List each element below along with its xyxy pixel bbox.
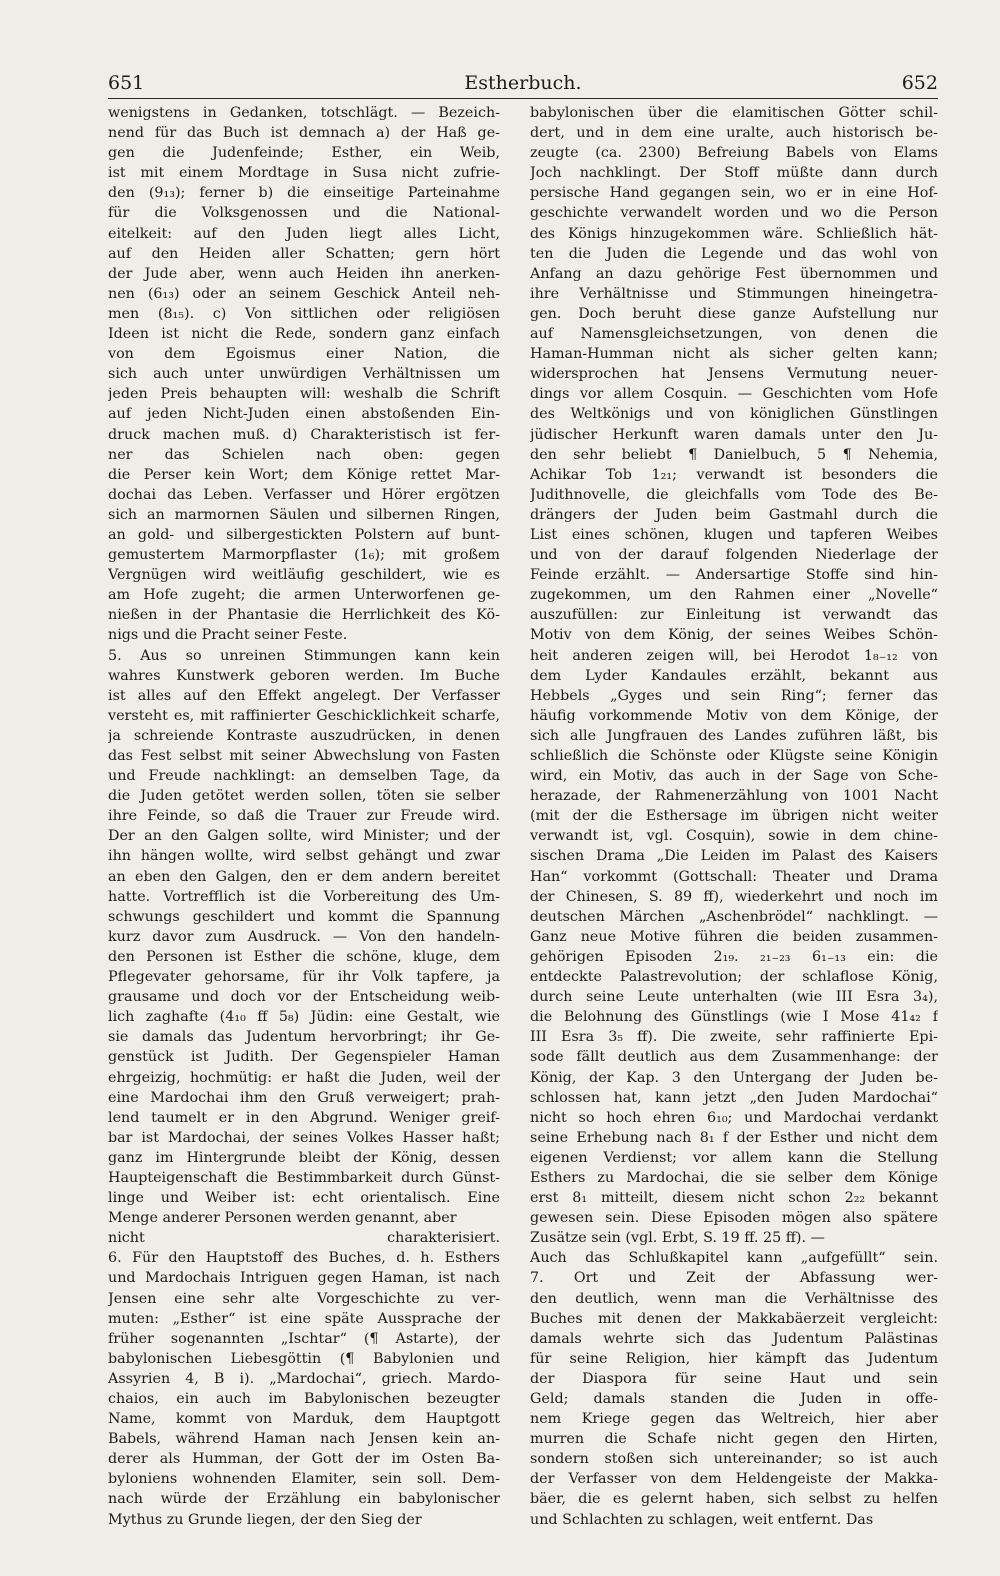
- text-line: und Schlachten zu schlagen, weit entfernt. Das: [530, 1511, 874, 1528]
- text-line: nend für das Buch ist demnach a) der Haß ge-: [108, 125, 500, 142]
- text-line: lich zaghafte (4₁₀ ff 5₈) Jüdin: eine Gestalt, wie: [108, 1009, 500, 1026]
- text-line: an gold- und silbergestickten Polstern auf bunt-: [108, 526, 500, 543]
- text-line: der Chinesen, S. 89 ff), wiederkehrt und noch im: [530, 888, 938, 905]
- text-line: Pflegevater gehorsame, für ihr Volk tapfere, ja: [108, 969, 500, 986]
- text-line: gewesen sein. Diese Episoden mögen also spätere: [530, 1210, 938, 1227]
- text-line: Zusätze sein (vgl. Erbt, S. 19 ff. 25 ff). —: [530, 1230, 825, 1247]
- text-line: Jensen eine sehr alte Vorgeschichte zu ver-: [108, 1290, 500, 1307]
- text-line: Han“ vorkommt (Gottschall: Theater und Drama: [530, 868, 938, 885]
- text-line: Judithnovelle, die gleichfalls vom Tode des Be-: [530, 486, 938, 503]
- text-line: druck machen muß. d) Charakteristisch ist fer-: [108, 426, 500, 443]
- text-line: wird, ein Motiv, das auch in der Sage von Sche-: [530, 768, 938, 785]
- text-line: und Freude nachklingt: an demselben Tage, da: [108, 768, 500, 785]
- left-column: [108, 103, 500, 1530]
- text-line: Esthers zu Mardochai, die sie selber dem Könige: [530, 1169, 938, 1186]
- text-line: Geld; damals standen die Juden in offe-: [530, 1391, 938, 1407]
- text-line: des Königs hinzugekommen wäre. Schließlich hät-: [530, 225, 938, 242]
- text-line: verwandt ist, vgl. Cosquin), sowie in dem chine-: [530, 828, 938, 845]
- text-line: nicht charakterisiert.: [108, 1230, 500, 1247]
- text-line: geschichte verwandelt worden und wo die Person: [530, 205, 938, 222]
- text-line: Babels, während Haman nach Jensen kein an-: [108, 1431, 500, 1448]
- text-line: schlossen hat, kann jetzt „den Juden Mardochai“: [530, 1089, 938, 1106]
- text-line: Motiv von dem König, der seines Weibes Schön-: [530, 627, 938, 644]
- text-line: widersprochen hat Jensens Vermutung neuer-: [530, 366, 938, 383]
- text-line: wahres Kunstwerk geboren werden. Im Buche: [108, 667, 500, 684]
- text-line: schwungs geschildert und kommt die Spannung: [108, 908, 500, 925]
- text-line: byloniens wohnenden Elamiter, sein soll. Dem-: [108, 1471, 500, 1488]
- header-rule: [108, 98, 938, 99]
- text-line: auf jeden Nicht-Juden einen abstoßenden Ein-: [108, 406, 500, 423]
- text-line: sondern stoßen sich untereinander; so ist auch: [530, 1451, 938, 1468]
- text-line: wenigstens in Gedanken, totschlägt. — Bezeich-: [108, 105, 500, 121]
- text-line: Mythus zu Grunde liegen, der den Sieg der: [108, 1511, 422, 1528]
- text-line: dem Lyder Kandaules erzählt, bekannt aus: [530, 667, 938, 684]
- text-line: eitelkeit: auf den Juden liegt alles Licht,: [108, 225, 500, 242]
- text-line: sischen Drama „Die Leiden im Palast des Kaisers: [530, 848, 938, 865]
- text-line: der Verfasser von dem Heldengeiste der Makka-: [530, 1471, 938, 1488]
- text-line: Assyrien 4, B i). „Mardochai“, griech. Mardo-: [108, 1370, 500, 1387]
- text-line: lend taumelt er in den Abgrund. Weniger greif-: [108, 1109, 500, 1126]
- text-line: bar ist Mardochai, der seines Volkes Hasser haßt;: [108, 1129, 500, 1146]
- text-line: auf den Heiden aller Schatten; gern hört: [108, 245, 500, 262]
- text-line: den sehr beliebt ¶ Danielbuch, 5 ¶ Nehemia,: [530, 446, 938, 463]
- text-line: Menge anderer Personen werden genannt, aber: [108, 1210, 457, 1227]
- text-line: durch seine Leute unterhalten (wie III Esra 3₄),: [530, 989, 938, 1006]
- text-line: ja schreiende Kontraste auszudrücken, in denen: [108, 727, 500, 744]
- text-line: an eben den Galgen, den er dem andern bereitet: [108, 868, 500, 885]
- text-line: Haupteigenschaft die Bestimmbarkeit durch Günst-: [108, 1169, 500, 1186]
- text-line: murren die Schafe nicht gegen den Hirten,: [530, 1431, 938, 1448]
- text-line: sie damals das Judentum hervorbringt; ihr Ge-: [108, 1029, 500, 1046]
- text-line: bäer, die es gelernt haben, sich selbst zu helfen: [530, 1491, 938, 1508]
- text-line: babylonischen über die elamitischen Götter schil-: [530, 105, 938, 121]
- text-line: gen. Doch beruht diese ganze Aufstellung nur: [530, 305, 938, 322]
- text-line: jeden Preis behaupten will: weshalb die Schrift: [108, 386, 500, 403]
- text-line: ist mit einem Mordtage in Susa nicht zufrie-: [108, 165, 500, 182]
- text-line: kurz davor zum Ausdruck. — Von den handeln-: [108, 928, 500, 945]
- text-line: 5. Aus so unreinen Stimmungen kann kein: [108, 647, 500, 664]
- text-line: der Jude aber, wenn auch Heiden ihn anerken-: [108, 265, 500, 282]
- page-number-left: 651: [108, 72, 145, 94]
- text-line: gemustertem Marmorpflaster (1₆); mit großem: [108, 547, 500, 564]
- text-line: die Juden getötet werden sollen, töten sie selber: [108, 788, 500, 805]
- text-line: muten: „Esther“ ist eine späte Aussprache der: [108, 1310, 500, 1327]
- text-line: Haman-Humman nicht als sicher gelten kann;: [530, 346, 938, 363]
- text-line: den (9₁₃); ferner b) die einseitige Parteinahme: [108, 185, 500, 202]
- text-line: häufig vorkommende Motiv von dem Könige, der: [530, 707, 938, 724]
- text-line: sich auch unter unwürdigen Verhältnissen um: [108, 366, 500, 383]
- text-line: persische Hand gegangen sein, wo er in eine Hof-: [530, 185, 938, 202]
- text-line: den deutlich, wenn man die Verhältnisse des: [530, 1290, 938, 1307]
- text-line: eine Mardochai ihm den Gruß verweigert; prah-: [108, 1089, 500, 1106]
- text-line: Der an den Galgen sollte, wird Minister; und der: [108, 828, 500, 845]
- text-line: das Fest selbst mit seiner Abwechslung von Fasten: [108, 748, 500, 764]
- text-line: auszufüllen: zur Einleitung ist verwandt das: [530, 607, 938, 624]
- text-line: dings vor allem Cosquin. — Geschichten vom Hofe: [530, 386, 938, 403]
- text-line: hatte. Vortrefflich ist die Vorbereitung des Um-: [108, 888, 500, 905]
- page-number-right: 652: [901, 72, 938, 94]
- text-line: Feinde erzählt. — Andersartige Stoffe sind hin-: [530, 567, 938, 584]
- text-line: erst 8₁ mitteilt, diesem nicht schon 2₂₂ bekannt: [530, 1190, 938, 1207]
- text-line: gen die Judenfeinde; Esther, ein Weib,: [108, 145, 500, 162]
- text-line: nießen in der Phantasie die Herrlichkeit des Kö-: [108, 607, 500, 624]
- text-line: ner das Schielen nach oben: gegen: [108, 446, 500, 463]
- text-line: ist alles auf den Effekt angelegt. Der Verfasser: [108, 687, 500, 704]
- text-line: chaios, ein auch im Babylonischen bezeugter: [108, 1391, 500, 1407]
- text-line: früher sogenannten „Ischtar“ (¶ Astarte), der: [108, 1330, 500, 1347]
- text-line: nigs und die Pracht seiner Feste.: [108, 627, 348, 644]
- right-column: [530, 103, 938, 1530]
- text-line: Ganz neue Motive führen die beiden zusammen-: [530, 928, 938, 945]
- page-header: [108, 60, 938, 94]
- text-line: und Mardochais Intriguen gegen Haman, ist nach: [108, 1270, 500, 1287]
- text-line: der Diaspora für seine Haut und sein: [530, 1370, 938, 1387]
- text-line: damals wehrte sich das Judentum Palästinas: [530, 1330, 938, 1347]
- text-line: Name, kommt von Marduk, dem Hauptgott: [108, 1411, 500, 1428]
- text-line: Auch das Schlußkapitel kann „aufgefüllt“ sein.: [530, 1250, 938, 1267]
- text-line: grausame und doch vor der Entscheidung weib-: [108, 989, 500, 1006]
- text-line: Vergnügen wird weitläufig geschildert, wie es: [108, 567, 500, 584]
- text-line: drängers der Juden beim Gastmahl durch die: [530, 506, 938, 523]
- text-line: für seine Religion, hier kämpft das Judentum: [530, 1350, 938, 1367]
- running-title: Estherbuch.: [464, 72, 582, 94]
- text-line: jüdischer Herkunft waren damals unter den Ju-: [530, 426, 938, 443]
- text-line: derer als Humman, der Gott der im Osten Ba-: [108, 1451, 500, 1468]
- text-line: ihre Feinde, so daß die Trauer zur Freude wird.: [108, 808, 500, 825]
- text-line: von dem Egoismus einer Nation, die: [108, 346, 500, 363]
- text-line: (mit der die Esthersage im übrigen nicht weiter: [530, 808, 938, 825]
- text-line: deutschen Märchen „Aschenbrödel“ nachklingt. —: [530, 908, 938, 925]
- text-line: heit anderen zeigen will, bei Herodot 1₈₋₁₂ von: [530, 647, 938, 664]
- text-line: herazade, der Rahmenerzählung von 1001 Nacht: [530, 788, 938, 805]
- text-line: 7. Ort und Zeit der Abfassung wer-: [530, 1270, 938, 1287]
- text-line: auf Namensgleichsetzungen, von denen die: [530, 326, 938, 343]
- text-line: versteht es, mit raffinierter Geschicklichkeit scharfe,: [108, 707, 500, 724]
- text-line: sode fällt deutlich aus dem Zusammenhange: der: [530, 1049, 938, 1066]
- text-line: ihn hängen wollte, wird selbst gehängt und zwar: [108, 848, 500, 865]
- text-line: die Belohnung des Günstlings (wie I Mose 41₄₂ f: [530, 1009, 938, 1026]
- text-line: nicht so hoch ehren 6₁₀; und Mardochai verdankt: [530, 1109, 938, 1126]
- text-line: für die Volksgenossen und die National-: [108, 205, 500, 222]
- text-line: Joch nachklingt. Der Stoff müßte dann durch: [530, 165, 938, 182]
- text-line: Anfang an dazu gehörige Fest übernommen und: [530, 265, 938, 282]
- text-line: sich alle Jungfrauen des Landes zuführen läßt, bis: [530, 727, 938, 744]
- text-line: Hebbels „Gyges und sein Ring“; ferner das: [530, 687, 938, 704]
- text-line: genstück ist Judith. Der Gegenspieler Haman: [108, 1049, 500, 1066]
- text-line: babylonischen Liebesgöttin (¶ Babylonien und: [108, 1350, 500, 1367]
- text-line: ihre Verhältnisse und Stimmungen hineingetra-: [530, 285, 938, 302]
- text-line: Buches mit denen der Makkabäerzeit vergleicht:: [530, 1310, 938, 1327]
- text-line: nem Kriege gegen das Weltreich, hier aber: [530, 1411, 938, 1428]
- text-line: 6. Für den Hauptstoff des Buches, d. h. Esthers: [108, 1250, 500, 1267]
- text-line: am Hofe zugeht; die armen Unterworfenen ge-: [108, 587, 500, 604]
- text-line: Achikar Tob 1₂₁; verwandt ist besonders die: [530, 466, 938, 483]
- text-line: ganz im Hintergrunde bleibt der König, dessen: [108, 1149, 500, 1166]
- text-line: ten die Juden die Legende und das wohl von: [530, 245, 938, 262]
- text-line: eigenen Verdienst; vor allem kann die Stellung: [530, 1149, 938, 1166]
- text-line: zugekommen, um den Rahmen einer „Novelle“: [530, 587, 938, 604]
- text-line: nen (6₁₃) oder an seinem Geschick Anteil neh-: [108, 285, 500, 302]
- text-line: sich an marmornen Säulen und silbernen Ringen,: [108, 506, 500, 523]
- text-line: gehörigen Episoden 2₁₉. ₂₁₋₂₃ 6₁₋₁₃ ein: die: [530, 948, 938, 965]
- text-line: König, der Kap. 3 den Untergang der Juden be-: [530, 1069, 938, 1086]
- text-line: entdeckte Palastrevolution; der schlaflose König,: [530, 969, 938, 986]
- text-line: III Esra 3₅ ff). Die zweite, sehr raffinierte Epi-: [530, 1029, 938, 1046]
- text-line: linge und Weiber ist: echt orientalisch. Eine: [108, 1190, 500, 1207]
- text-line: List eines schönen, klugen und tapferen Weibes: [530, 526, 938, 543]
- text-line: ehrgeizig, hochmütig: er haßt die Juden, weil der: [108, 1069, 500, 1086]
- text-line: und von der darauf folgenden Niederlage der: [530, 547, 938, 564]
- text-line: nach würde der Erzählung ein babylonischer: [108, 1491, 500, 1508]
- text-line: schließlich die Schönste oder Klügste seine Königin: [530, 748, 938, 764]
- text-line: men (8₁₅). c) Von sittlichen oder religiösen: [108, 305, 500, 322]
- text-line: des Weltkönigs und von königlichen Günstlingen: [530, 406, 938, 423]
- text-line: zeugte (ca. 2300) Befreiung Babels von Elams: [530, 145, 938, 162]
- text-line: die Perser kein Wort; dem Könige rettet Mar-: [108, 466, 500, 483]
- text-line: dochai das Leben. Verfasser und Hörer ergötzen: [108, 486, 500, 503]
- text-line: dert, und in dem eine uralte, auch historisch be-: [530, 125, 938, 142]
- text-line: seine Erhebung nach 8₁ f der Esther und nicht dem: [530, 1129, 938, 1146]
- text-line: den Personen ist Esther die schöne, kluge, dem: [108, 948, 500, 965]
- text-line: Ideen ist nicht die Rede, sondern ganz einfach: [108, 326, 500, 343]
